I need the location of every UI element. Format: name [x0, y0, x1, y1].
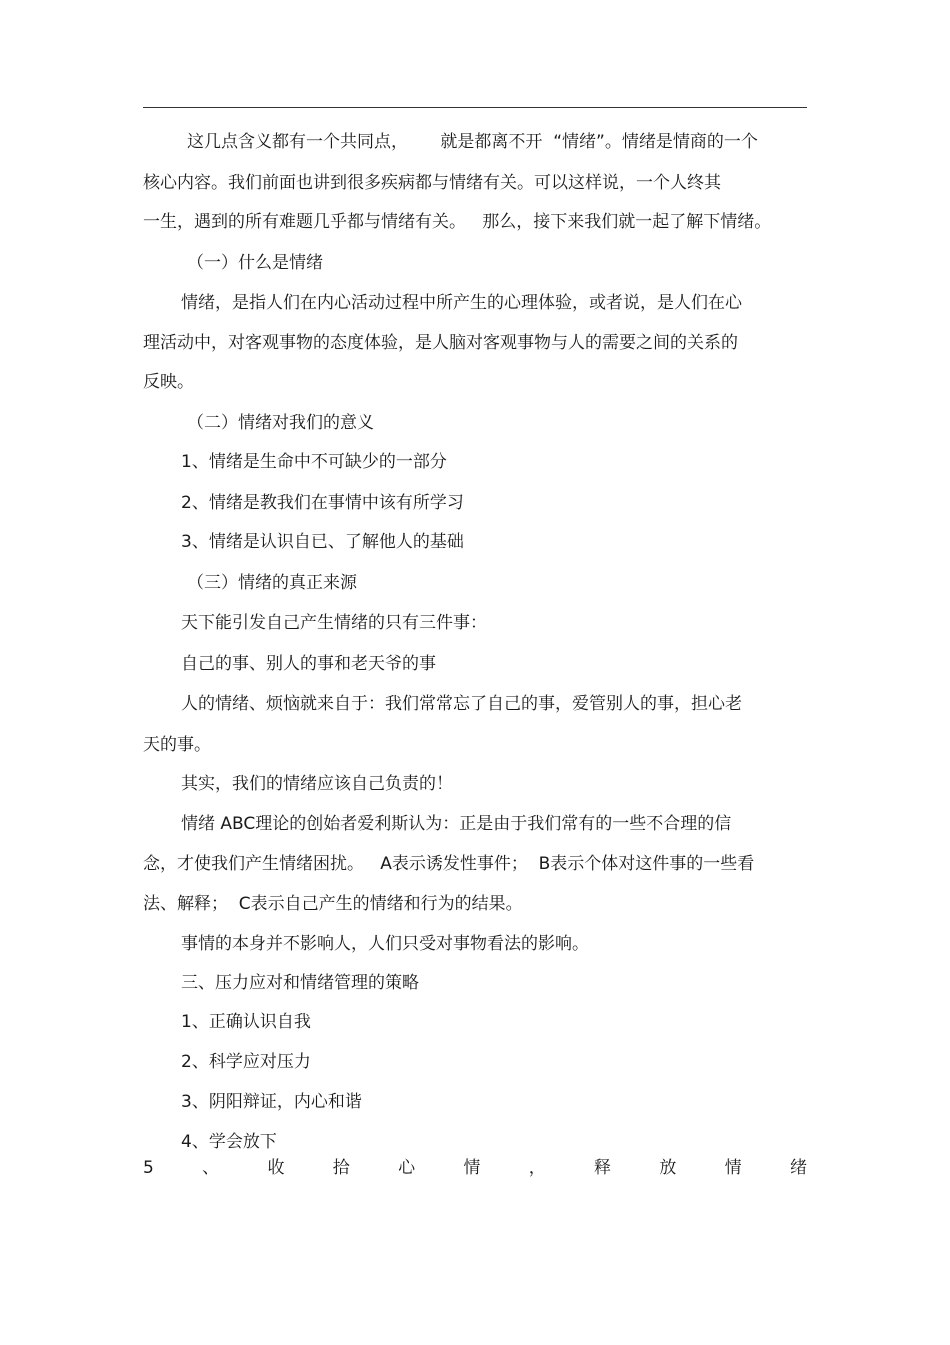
paragraph-line: 核心内容。我们前面也讲到很多疾病都与情绪有关。可以这样说，一个人终其: [143, 173, 721, 193]
list-item: 1、情绪是生命中不可缺少的一部分: [181, 452, 447, 472]
paragraph-line: 法、解释； C表示自己产生的情绪和行为的结果。: [143, 894, 523, 914]
paragraph-line: 人的情绪、烦恼就来自于：我们常常忘了自己的事，爱管别人的事，担心老: [181, 694, 742, 714]
justified-char: 心: [398, 1158, 416, 1178]
paragraph-line: 反映。: [143, 372, 194, 392]
justified-char: ，: [528, 1158, 546, 1178]
list-item: 2、科学应对压力: [181, 1052, 311, 1072]
section-heading: 三、压力应对和情绪管理的策略: [181, 973, 419, 993]
section-heading: （二）情绪对我们的意义: [187, 413, 374, 433]
justified-list-item: [143, 1158, 807, 1180]
paragraph-line: 理活动中，对客观事物的态度体验，是人脑对客观事物与人的需要之间的关系的: [143, 333, 738, 353]
paragraph-line: 念，才使我们产生情绪困扰。 A表示诱发性事件； B表示个体对这件事的一些看: [143, 854, 755, 874]
header-rule: [143, 107, 807, 108]
justified-char: 绪: [789, 1158, 807, 1178]
paragraph-line: 事情的本身并不影响人，人们只受对事物看法的影响。: [181, 934, 589, 954]
paragraph-line: 自己的事、别人的事和老天爷的事: [181, 654, 436, 674]
justified-char: 情: [724, 1158, 742, 1178]
paragraph-line: 天下能引发自己产生情绪的只有三件事：: [181, 613, 487, 633]
section-heading: （三）情绪的真正来源: [187, 573, 357, 593]
list-item: 1、正确认识自我: [181, 1012, 311, 1032]
list-item: 3、情绪是认识自已、了解他人的基础: [181, 532, 464, 552]
justified-char: 5: [143, 1158, 154, 1178]
justified-char: 、: [202, 1158, 220, 1178]
list-item: 4、学会放下: [181, 1132, 277, 1152]
justified-char: 放: [659, 1158, 677, 1178]
paragraph-line: 这几点含义都有一个共同点， 就是都离不开 “情绪”。情绪是情商的一个: [187, 132, 758, 152]
list-item: 3、阴阳辩证，内心和谐: [181, 1092, 362, 1112]
paragraph-line: 情绪 ABC理论的创始者爱利斯认为：正是由于我们常有的一些不合理的信: [181, 814, 732, 834]
justified-char: 释: [594, 1158, 612, 1178]
paragraph-line: 一生，遇到的所有难题几乎都与情绪有关。 那么，接下来我们就一起了解下情绪。: [143, 212, 772, 232]
justified-char: 收: [267, 1158, 285, 1178]
paragraph-line: 天的事。: [143, 735, 211, 755]
paragraph-line: 其实，我们的情绪应该自己负责的！: [181, 774, 453, 794]
justified-char: 情: [463, 1158, 481, 1178]
list-item: 2、情绪是教我们在事情中该有所学习: [181, 493, 464, 513]
paragraph-line: 情绪，是指人们在内心活动过程中所产生的心理体验，或者说，是人们在心: [181, 293, 742, 313]
justified-char: 拾: [332, 1158, 350, 1178]
section-heading: （一）什么是情绪: [187, 253, 323, 273]
